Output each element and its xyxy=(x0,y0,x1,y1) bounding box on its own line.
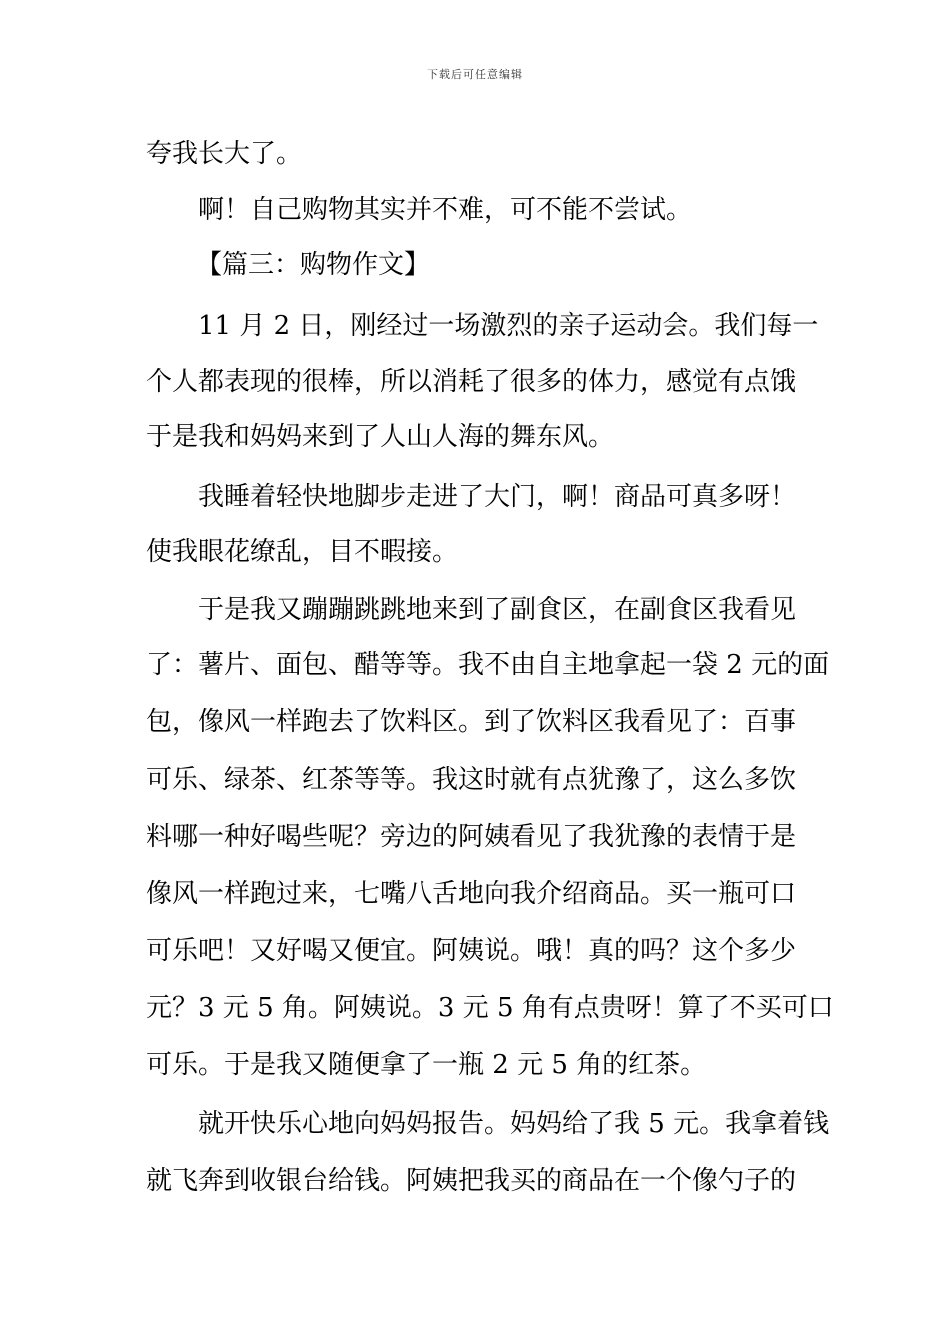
text-line: 像风一样跑过来，七嘴八舌地向我介绍商品。买一瓶可口 xyxy=(146,879,797,909)
page-header-note: 下载后可任意编辑 xyxy=(427,68,523,81)
text-line: 就飞奔到收银台给钱。阿姨把我买的商品在一个像勺子的 xyxy=(146,1166,797,1196)
text-line: 可乐。于是我又随便拿了一瓶 2 元 5 角的红茶。 xyxy=(146,1050,707,1080)
text-line: 使我眼花缭乱，目不暇接。 xyxy=(146,537,459,567)
text-line: 于是我和妈妈来到了人山人海的舞东风。 xyxy=(146,422,615,452)
text-line: 可乐吧！又好喝又便宜。阿姨说。哦！真的吗？这个多少 xyxy=(146,936,797,966)
text-line: 元？3 元 5 角。阿姨说。3 元 5 角有点贵呀！算了不买可口 xyxy=(146,993,834,1023)
text-line: 了：薯片、面包、醋等等。我不由自主地拿起一袋 2 元的面 xyxy=(146,650,830,680)
text-line: 我睡着轻快地脚步走进了大门，啊！商品可真多呀！ xyxy=(198,482,797,512)
text-line: 就开快乐心地向妈妈报告。妈妈给了我 5 元。我拿着钱 xyxy=(198,1109,830,1139)
text-line: 个人都表现的很棒，所以消耗了很多的体力，感觉有点饿 xyxy=(146,367,797,397)
text-line: 夸我长大了。 xyxy=(146,139,303,169)
text-line: 可乐、绿茶、红茶等等。我这时就有点犹豫了，这么多饮 xyxy=(146,765,797,795)
text-line: 11 月 2 日，刚经过一场激烈的亲子运动会。我们每一 xyxy=(198,311,819,341)
text-line: 包，像风一样跑去了饮料区。到了饮料区我看见了：百事 xyxy=(146,707,797,737)
section-heading: 【篇三：购物作文】 xyxy=(196,250,431,280)
text-line: 料哪一种好喝些呢？旁边的阿姨看见了我犹豫的表情于是 xyxy=(146,822,797,852)
text-line: 啊！自己购物其实并不难，可不能不尝试。 xyxy=(198,195,693,225)
text-line: 于是我又蹦蹦跳跳地来到了副食区，在副食区我看见 xyxy=(198,595,797,625)
